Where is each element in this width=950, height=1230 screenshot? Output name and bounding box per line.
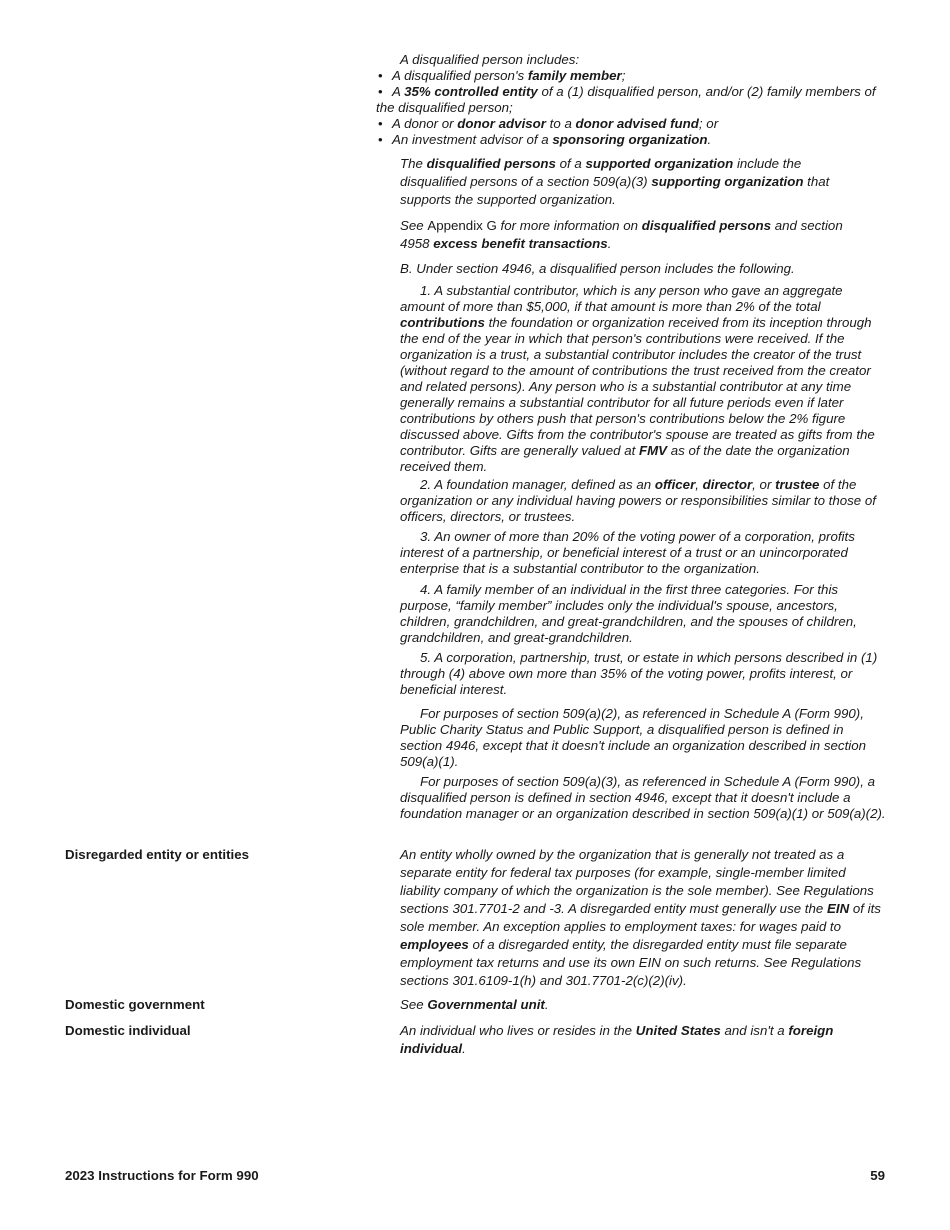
disqualified-includes-intro: A disqualified person includes: [400,52,580,67]
page-number: 59 [870,1168,885,1183]
appendix-g-reference: Appendix G [427,218,497,233]
bullet-family-member: • A disqualified person's family member; [376,68,886,84]
section-4946-item-5: 5. A corporation, partnership, trust, or estate in which persons described in (1) through (4) above own more than 35% of the voting power, profits interest, or beneficial interest. [400,650,878,697]
bullet-donor-advisor: • A donor or donor advisor to a donor advised fund; or [376,116,886,132]
bullet-controlled-entity: • A 35% controlled entity of a (1) disqualified person, and/or (2) family members of the disqualified person; [376,84,876,115]
disqualified-includes-block [376,52,886,148]
term-domestic-individual: Domestic individual [65,1023,191,1038]
section-4946-intro: B. Under section 4946, a disqualified person includes the following. [400,261,795,276]
term-disregarded-entity: Disregarded entity or entities [65,847,249,862]
section-509a3-paragraph: For purposes of section 509(a)(3), as referenced in Schedule A (Form 990), a disqualified person is defined in section 4946, except that it doesn't include a foundation manager or an organization described in section 509(a)(1) or 509(a)(2). [400,774,886,821]
appendix-g-paragraph: See Appendix G for more information on disqualified persons and section 4958 excess benefit transactions. [400,218,843,251]
definition-domestic-individual: An individual who lives or resides in the United States and isn't a foreign individual. [400,1023,834,1056]
term-sponsoring-organization: sponsoring organization [552,132,708,147]
footer-title: 2023 Instructions for Form 990 [65,1168,259,1183]
section-4946-item-4: 4. A family member of an individual in the first three categories. For this purpose, “family member” includes only the individual's spouse, ancestors, children, grandchildren, and great-grandchildren, and the spouses of children, grandchildren, and great-grandchildren. [400,582,857,645]
term-35-controlled-entity: 35% controlled entity [404,84,538,99]
definition-domestic-government: See Governmental unit. [400,997,549,1012]
section-4946-item-3: 3. An owner of more than 20% of the voting power of a corporation, profits interest of a partnership, or beneficial interest of a trust or an unincorporated enterprise that is a substantial contributor to the organization. [400,529,855,576]
term-donor-advised-fund: donor advised fund [575,116,699,131]
definition-disregarded-entity: An entity wholly owned by the organization that is generally not treated as a separate entity for federal tax purposes (for example, single-member limited liability company of which the organization is the sole member). See Regulations sections 301.7701-2 and -3. A disregarded entity must generally use the EIN of its sole member. An exception applies to employment taxes: for wages paid to employees of a disregarded entity, the disregarded entity must file separate employment tax returns and use its own EIN on such returns. See Regulations sections 301.6109-1(h) and 301.7701-2(c)(2)(iv). [400,847,881,988]
section-4946-item-1: 1. A substantial contributor, which is any person who gave an aggregate amount of more than $5,000, if that amount is more than 2% of the total contributions the foundation or organization received from its inception through the end of the year in which that person's contributions were received. If the organization is a trust, a substantial contributor includes the creator of the trust (without regard to the amount of contributions the trust received from the creator and related persons). Any person who is a substantial contributor at any time generally remains a substantial contributor for all future periods even if later contributions by others push that person's contributions below the 2% figure discussed above. Gifts from the contributor's spouse are treated as gifts from the contributor. Gifts are generally valued at FMV as of the date the organization received them. [400,283,875,474]
supported-organization-paragraph: The disqualified persons of a supported organization include the disqualified persons of a section 509(a)(3) supporting organization that supports the supported organization. [400,156,830,207]
section-509a2-paragraph: For purposes of section 509(a)(2), as referenced in Schedule A (Form 990), Public Charity Status and Public Support, a disqualified person is defined in section 4946, except that it doesn't include an organization described in section 509(a)(1). [400,706,867,769]
term-family-member: family member [527,68,622,83]
bullet-investment-advisor: • An investment advisor of a sponsoring organization. [376,132,886,148]
section-4946-item-2: 2. A foundation manager, defined as an officer, director, or trustee of the organization or any individual having powers or responsibilities similar to those of officers, directors, or trustees. [400,477,876,524]
term-domestic-government: Domestic government [65,997,205,1012]
term-donor-advisor: donor advisor [457,116,546,131]
